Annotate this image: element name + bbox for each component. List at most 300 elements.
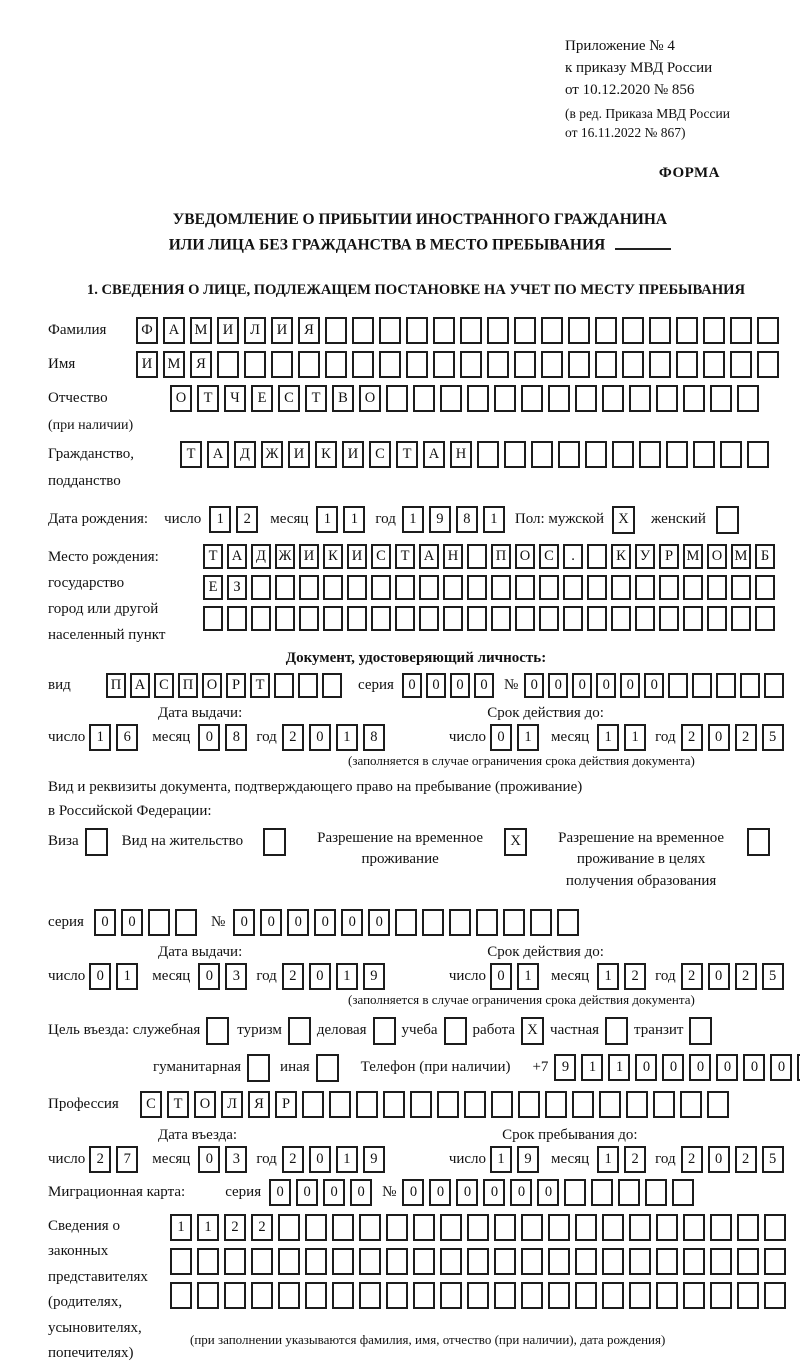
birthplace-char-box[interactable] xyxy=(587,575,607,600)
id-issue-month-box[interactable]: 8 xyxy=(225,724,247,751)
reps-char-box[interactable] xyxy=(251,1248,273,1275)
citizenship-char-box[interactable]: Т xyxy=(396,441,418,468)
male-checkbox[interactable]: X xyxy=(612,506,635,534)
name-char-box[interactable] xyxy=(298,351,320,378)
reps-char-box[interactable] xyxy=(224,1282,246,1309)
patronymic-char-box[interactable] xyxy=(548,385,570,412)
mig-series-box[interactable]: 0 xyxy=(323,1179,345,1206)
reps-char-box[interactable] xyxy=(710,1282,732,1309)
patronymic-char-box[interactable] xyxy=(683,385,705,412)
birthplace-char-box[interactable] xyxy=(755,575,775,600)
reps-char-box[interactable] xyxy=(656,1214,678,1241)
patronymic-char-box[interactable]: Е xyxy=(251,385,273,412)
stay-valid-month-box[interactable]: 1 xyxy=(597,963,619,990)
profession-char-box[interactable]: О xyxy=(194,1091,216,1118)
reps-char-box[interactable] xyxy=(764,1282,786,1309)
reps-char-box[interactable] xyxy=(548,1214,570,1241)
surname-char-box[interactable]: Я xyxy=(298,317,320,344)
id-issue-year-box[interactable]: 8 xyxy=(363,724,385,751)
birthplace-char-box[interactable] xyxy=(443,606,463,631)
id-type-char-box[interactable] xyxy=(322,673,342,698)
stay-until-year-box[interactable]: 2 xyxy=(681,1146,703,1173)
reps-char-box[interactable] xyxy=(467,1248,489,1275)
birthplace-char-box[interactable] xyxy=(275,575,295,600)
birthplace-char-box[interactable]: Т xyxy=(395,544,415,569)
stay-number-box[interactable] xyxy=(476,909,498,936)
birthplace-char-box[interactable] xyxy=(707,606,727,631)
reps-char-box[interactable] xyxy=(305,1282,327,1309)
stay-number-box[interactable] xyxy=(449,909,471,936)
birthplace-char-box[interactable]: Н xyxy=(443,544,463,569)
surname-char-box[interactable] xyxy=(352,317,374,344)
profession-char-box[interactable] xyxy=(572,1091,594,1118)
name-char-box[interactable] xyxy=(406,351,428,378)
patronymic-char-box[interactable] xyxy=(386,385,408,412)
citizenship-char-box[interactable] xyxy=(558,441,580,468)
reps-char-box[interactable] xyxy=(278,1214,300,1241)
reps-char-box[interactable] xyxy=(494,1214,516,1241)
entry-day-box[interactable]: 7 xyxy=(116,1146,138,1173)
birth-year-box[interactable]: 9 xyxy=(429,506,451,533)
surname-char-box[interactable] xyxy=(325,317,347,344)
reps-char-box[interactable] xyxy=(656,1248,678,1275)
phone-digit-box[interactable]: 0 xyxy=(689,1054,711,1081)
citizenship-char-box[interactable]: Н xyxy=(450,441,472,468)
stay-series-box[interactable] xyxy=(148,909,170,936)
stay-number-box[interactable]: 0 xyxy=(233,909,255,936)
citizenship-char-box[interactable] xyxy=(693,441,715,468)
stay-series-box[interactable]: 0 xyxy=(94,909,116,936)
reps-char-box[interactable] xyxy=(764,1214,786,1241)
reps-char-box[interactable] xyxy=(494,1248,516,1275)
name-char-box[interactable] xyxy=(487,351,509,378)
id-type-char-box[interactable]: Р xyxy=(226,673,246,698)
birthplace-char-box[interactable] xyxy=(203,606,223,631)
name-char-box[interactable] xyxy=(622,351,644,378)
stay-until-month-box[interactable]: 2 xyxy=(624,1146,646,1173)
surname-char-box[interactable] xyxy=(541,317,563,344)
name-char-box[interactable] xyxy=(568,351,590,378)
birthplace-char-box[interactable]: Р xyxy=(659,544,679,569)
stay-series-box[interactable]: 0 xyxy=(121,909,143,936)
reps-char-box[interactable] xyxy=(737,1282,759,1309)
name-char-box[interactable]: М xyxy=(163,351,185,378)
patronymic-char-box[interactable] xyxy=(440,385,462,412)
reps-char-box[interactable]: 1 xyxy=(170,1214,192,1241)
birthplace-char-box[interactable] xyxy=(419,606,439,631)
tourism-checkbox[interactable] xyxy=(288,1017,311,1045)
surname-char-box[interactable] xyxy=(514,317,536,344)
birthplace-char-box[interactable] xyxy=(467,544,487,569)
profession-char-box[interactable] xyxy=(491,1091,513,1118)
mig-number-box[interactable] xyxy=(564,1179,586,1206)
birthplace-char-box[interactable]: И xyxy=(347,544,367,569)
surname-char-box[interactable] xyxy=(730,317,752,344)
mig-number-box[interactable]: 0 xyxy=(402,1179,424,1206)
birthplace-char-box[interactable] xyxy=(299,606,319,631)
citizenship-char-box[interactable] xyxy=(747,441,769,468)
stay-valid-day-box[interactable]: 1 xyxy=(517,963,539,990)
residence-checkbox[interactable] xyxy=(263,828,286,856)
surname-char-box[interactable] xyxy=(487,317,509,344)
id-type-char-box[interactable]: Т xyxy=(250,673,270,698)
id-issue-month-box[interactable]: 0 xyxy=(198,724,220,751)
profession-char-box[interactable] xyxy=(680,1091,702,1118)
name-char-box[interactable] xyxy=(217,351,239,378)
reps-char-box[interactable] xyxy=(305,1248,327,1275)
name-char-box[interactable] xyxy=(730,351,752,378)
id-number-box[interactable] xyxy=(716,673,736,698)
stay-valid-year-box[interactable]: 2 xyxy=(735,963,757,990)
birthplace-char-box[interactable] xyxy=(395,575,415,600)
citizenship-char-box[interactable]: К xyxy=(315,441,337,468)
reps-char-box[interactable] xyxy=(440,1282,462,1309)
stay-issue-year-box[interactable]: 0 xyxy=(309,963,331,990)
stay-series-box[interactable] xyxy=(175,909,197,936)
birthplace-char-box[interactable]: . xyxy=(563,544,583,569)
birthplace-char-box[interactable] xyxy=(251,575,271,600)
surname-char-box[interactable] xyxy=(703,317,725,344)
surname-char-box[interactable] xyxy=(379,317,401,344)
birthplace-char-box[interactable] xyxy=(563,606,583,631)
birthplace-char-box[interactable]: К xyxy=(323,544,343,569)
citizenship-char-box[interactable] xyxy=(531,441,553,468)
surname-char-box[interactable] xyxy=(568,317,590,344)
birthplace-char-box[interactable]: И xyxy=(299,544,319,569)
surname-char-box[interactable] xyxy=(757,317,779,344)
reps-char-box[interactable] xyxy=(386,1248,408,1275)
birthplace-char-box[interactable]: Т xyxy=(203,544,223,569)
stay-valid-year-box[interactable]: 2 xyxy=(681,963,703,990)
birthplace-char-box[interactable] xyxy=(491,575,511,600)
name-char-box[interactable]: Я xyxy=(190,351,212,378)
id-valid-year-box[interactable]: 2 xyxy=(681,724,703,751)
rvp-checkbox[interactable]: X xyxy=(504,828,527,856)
id-number-box[interactable] xyxy=(740,673,760,698)
id-issue-day-box[interactable]: 1 xyxy=(89,724,111,751)
birthplace-char-box[interactable]: Б xyxy=(755,544,775,569)
citizenship-char-box[interactable]: И xyxy=(288,441,310,468)
phone-digit-box[interactable]: 0 xyxy=(743,1054,765,1081)
reps-char-box[interactable] xyxy=(629,1214,651,1241)
work-checkbox[interactable]: X xyxy=(521,1017,544,1045)
birthplace-char-box[interactable]: Д xyxy=(251,544,271,569)
name-char-box[interactable] xyxy=(676,351,698,378)
stay-until-year-box[interactable]: 5 xyxy=(762,1146,784,1173)
reps-char-box[interactable] xyxy=(332,1282,354,1309)
reps-char-box[interactable] xyxy=(359,1282,381,1309)
birthplace-char-box[interactable] xyxy=(299,575,319,600)
name-char-box[interactable] xyxy=(757,351,779,378)
mig-number-box[interactable]: 0 xyxy=(537,1179,559,1206)
id-valid-year-box[interactable]: 2 xyxy=(735,724,757,751)
reps-char-box[interactable] xyxy=(386,1214,408,1241)
patronymic-char-box[interactable]: С xyxy=(278,385,300,412)
name-char-box[interactable]: И xyxy=(136,351,158,378)
birthplace-char-box[interactable] xyxy=(539,606,559,631)
surname-char-box[interactable]: М xyxy=(190,317,212,344)
birthplace-char-box[interactable]: А xyxy=(419,544,439,569)
surname-char-box[interactable]: А xyxy=(163,317,185,344)
female-checkbox[interactable] xyxy=(716,506,739,534)
birthplace-char-box[interactable] xyxy=(539,575,559,600)
profession-char-box[interactable] xyxy=(383,1091,405,1118)
transit-checkbox[interactable] xyxy=(689,1017,712,1045)
profession-char-box[interactable] xyxy=(356,1091,378,1118)
birthplace-char-box[interactable] xyxy=(635,575,655,600)
patronymic-char-box[interactable] xyxy=(575,385,597,412)
citizenship-char-box[interactable]: А xyxy=(423,441,445,468)
mig-number-box[interactable] xyxy=(672,1179,694,1206)
reps-char-box[interactable] xyxy=(737,1214,759,1241)
other-checkbox[interactable] xyxy=(316,1054,339,1082)
study-checkbox[interactable] xyxy=(444,1017,467,1045)
patronymic-char-box[interactable] xyxy=(656,385,678,412)
reps-char-box[interactable] xyxy=(467,1282,489,1309)
id-issue-year-box[interactable]: 0 xyxy=(309,724,331,751)
birthplace-char-box[interactable] xyxy=(635,606,655,631)
patronymic-char-box[interactable] xyxy=(494,385,516,412)
reps-char-box[interactable] xyxy=(521,1282,543,1309)
id-series-box[interactable]: 0 xyxy=(402,673,422,698)
birth-year-box[interactable]: 8 xyxy=(456,506,478,533)
stay-number-box[interactable]: 0 xyxy=(287,909,309,936)
patronymic-char-box[interactable]: Ч xyxy=(224,385,246,412)
entry-month-box[interactable]: 0 xyxy=(198,1146,220,1173)
surname-char-box[interactable] xyxy=(433,317,455,344)
birthplace-char-box[interactable] xyxy=(659,575,679,600)
citizenship-char-box[interactable]: С xyxy=(369,441,391,468)
birthplace-char-box[interactable] xyxy=(395,606,415,631)
birthplace-char-box[interactable] xyxy=(755,606,775,631)
phone-digit-box[interactable]: 0 xyxy=(635,1054,657,1081)
stay-valid-year-box[interactable]: 5 xyxy=(762,963,784,990)
stay-issue-day-box[interactable]: 1 xyxy=(116,963,138,990)
id-number-box[interactable]: 0 xyxy=(644,673,664,698)
birthplace-char-box[interactable] xyxy=(467,575,487,600)
phone-digit-box[interactable]: 1 xyxy=(581,1054,603,1081)
id-number-box[interactable]: 0 xyxy=(524,673,544,698)
profession-char-box[interactable] xyxy=(626,1091,648,1118)
id-type-char-box[interactable]: С xyxy=(154,673,174,698)
id-number-box[interactable]: 0 xyxy=(548,673,568,698)
mig-series-box[interactable]: 0 xyxy=(350,1179,372,1206)
name-char-box[interactable] xyxy=(352,351,374,378)
stay-until-year-box[interactable]: 0 xyxy=(708,1146,730,1173)
entry-year-box[interactable]: 2 xyxy=(282,1146,304,1173)
birthplace-char-box[interactable] xyxy=(323,575,343,600)
private-checkbox[interactable] xyxy=(605,1017,628,1045)
stay-number-box[interactable] xyxy=(395,909,417,936)
surname-char-box[interactable] xyxy=(595,317,617,344)
mig-number-box[interactable] xyxy=(591,1179,613,1206)
entry-year-box[interactable]: 1 xyxy=(336,1146,358,1173)
profession-char-box[interactable] xyxy=(518,1091,540,1118)
birthplace-char-box[interactable]: М xyxy=(683,544,703,569)
mig-number-box[interactable]: 0 xyxy=(483,1179,505,1206)
patronymic-char-box[interactable] xyxy=(413,385,435,412)
name-char-box[interactable] xyxy=(703,351,725,378)
patronymic-char-box[interactable] xyxy=(629,385,651,412)
stay-number-box[interactable] xyxy=(557,909,579,936)
profession-char-box[interactable] xyxy=(599,1091,621,1118)
name-char-box[interactable] xyxy=(271,351,293,378)
name-char-box[interactable] xyxy=(595,351,617,378)
id-series-box[interactable]: 0 xyxy=(474,673,494,698)
id-number-box[interactable] xyxy=(668,673,688,698)
birth-day-box[interactable]: 1 xyxy=(209,506,231,533)
reps-char-box[interactable]: 2 xyxy=(224,1214,246,1241)
name-char-box[interactable] xyxy=(244,351,266,378)
profession-char-box[interactable] xyxy=(653,1091,675,1118)
reps-char-box[interactable] xyxy=(332,1248,354,1275)
entry-month-box[interactable]: 3 xyxy=(225,1146,247,1173)
birthplace-char-box[interactable] xyxy=(683,575,703,600)
birthplace-char-box[interactable] xyxy=(731,575,751,600)
reps-char-box[interactable] xyxy=(575,1282,597,1309)
surname-char-box[interactable]: И xyxy=(217,317,239,344)
reps-char-box[interactable] xyxy=(467,1214,489,1241)
id-issue-year-box[interactable]: 1 xyxy=(336,724,358,751)
id-number-box[interactable]: 0 xyxy=(620,673,640,698)
reps-char-box[interactable] xyxy=(359,1214,381,1241)
stay-valid-month-box[interactable]: 2 xyxy=(624,963,646,990)
rvp-edu-checkbox[interactable] xyxy=(747,828,770,856)
reps-char-box[interactable] xyxy=(575,1214,597,1241)
reps-char-box[interactable] xyxy=(575,1248,597,1275)
reps-char-box[interactable] xyxy=(197,1282,219,1309)
birthplace-char-box[interactable] xyxy=(491,606,511,631)
birth-month-box[interactable]: 1 xyxy=(343,506,365,533)
stay-issue-day-box[interactable]: 0 xyxy=(89,963,111,990)
citizenship-char-box[interactable]: А xyxy=(207,441,229,468)
reps-char-box[interactable] xyxy=(170,1282,192,1309)
patronymic-char-box[interactable] xyxy=(467,385,489,412)
phone-digit-box[interactable]: 0 xyxy=(770,1054,792,1081)
surname-char-box[interactable] xyxy=(406,317,428,344)
birth-day-box[interactable]: 2 xyxy=(236,506,258,533)
birthplace-char-box[interactable]: Е xyxy=(203,575,223,600)
id-valid-day-box[interactable]: 1 xyxy=(517,724,539,751)
reps-char-box[interactable] xyxy=(305,1214,327,1241)
profession-char-box[interactable] xyxy=(302,1091,324,1118)
patronymic-char-box[interactable]: О xyxy=(359,385,381,412)
profession-char-box[interactable] xyxy=(464,1091,486,1118)
birthplace-char-box[interactable]: П xyxy=(491,544,511,569)
birthplace-char-box[interactable] xyxy=(731,606,751,631)
reps-char-box[interactable]: 1 xyxy=(197,1214,219,1241)
birthplace-char-box[interactable] xyxy=(587,544,607,569)
stay-issue-month-box[interactable]: 0 xyxy=(198,963,220,990)
reps-char-box[interactable] xyxy=(629,1248,651,1275)
reps-char-box[interactable] xyxy=(278,1248,300,1275)
id-number-box[interactable] xyxy=(764,673,784,698)
visa-checkbox[interactable] xyxy=(85,828,108,856)
id-valid-year-box[interactable]: 5 xyxy=(762,724,784,751)
citizenship-char-box[interactable] xyxy=(585,441,607,468)
birth-year-box[interactable]: 1 xyxy=(483,506,505,533)
stay-number-box[interactable] xyxy=(422,909,444,936)
birthplace-char-box[interactable] xyxy=(515,606,535,631)
birthplace-char-box[interactable] xyxy=(275,606,295,631)
id-type-char-box[interactable] xyxy=(298,673,318,698)
profession-char-box[interactable]: С xyxy=(140,1091,162,1118)
stay-valid-day-box[interactable]: 0 xyxy=(490,963,512,990)
birthplace-char-box[interactable] xyxy=(587,606,607,631)
stay-until-year-box[interactable]: 2 xyxy=(735,1146,757,1173)
citizenship-char-box[interactable]: И xyxy=(342,441,364,468)
reps-char-box[interactable] xyxy=(224,1248,246,1275)
reps-char-box[interactable] xyxy=(737,1248,759,1275)
reps-char-box[interactable] xyxy=(548,1282,570,1309)
mig-series-box[interactable]: 0 xyxy=(296,1179,318,1206)
stay-issue-year-box[interactable]: 1 xyxy=(336,963,358,990)
mig-number-box[interactable]: 0 xyxy=(510,1179,532,1206)
stay-number-box[interactable] xyxy=(503,909,525,936)
birthplace-char-box[interactable]: А xyxy=(227,544,247,569)
name-char-box[interactable] xyxy=(514,351,536,378)
id-series-box[interactable]: 0 xyxy=(426,673,446,698)
humanitarian-checkbox[interactable] xyxy=(247,1054,270,1082)
reps-char-box[interactable] xyxy=(494,1282,516,1309)
birthplace-char-box[interactable] xyxy=(323,606,343,631)
stay-number-box[interactable]: 0 xyxy=(314,909,336,936)
reps-char-box[interactable] xyxy=(629,1282,651,1309)
citizenship-char-box[interactable] xyxy=(612,441,634,468)
reps-char-box[interactable] xyxy=(386,1282,408,1309)
birthplace-char-box[interactable] xyxy=(443,575,463,600)
id-number-box[interactable]: 0 xyxy=(572,673,592,698)
birthplace-char-box[interactable]: М xyxy=(731,544,751,569)
stay-until-day-box[interactable]: 9 xyxy=(517,1146,539,1173)
profession-char-box[interactable] xyxy=(545,1091,567,1118)
birthplace-char-box[interactable] xyxy=(227,606,247,631)
id-valid-month-box[interactable]: 1 xyxy=(597,724,619,751)
stay-until-month-box[interactable]: 1 xyxy=(597,1146,619,1173)
business-checkbox[interactable] xyxy=(206,1017,229,1045)
profession-char-box[interactable]: Я xyxy=(248,1091,270,1118)
birthplace-char-box[interactable]: Ж xyxy=(275,544,295,569)
citizenship-char-box[interactable]: Д xyxy=(234,441,256,468)
reps-char-box[interactable] xyxy=(440,1214,462,1241)
reps-char-box[interactable] xyxy=(197,1248,219,1275)
reps-char-box[interactable]: 2 xyxy=(251,1214,273,1241)
citizenship-char-box[interactable] xyxy=(666,441,688,468)
mig-number-box[interactable] xyxy=(645,1179,667,1206)
patronymic-char-box[interactable]: Т xyxy=(197,385,219,412)
stay-number-box[interactable] xyxy=(530,909,552,936)
surname-char-box[interactable] xyxy=(676,317,698,344)
id-number-box[interactable] xyxy=(692,673,712,698)
reps-char-box[interactable] xyxy=(602,1248,624,1275)
birthplace-char-box[interactable] xyxy=(419,575,439,600)
mig-number-box[interactable]: 0 xyxy=(456,1179,478,1206)
citizenship-char-box[interactable] xyxy=(504,441,526,468)
birthplace-char-box[interactable] xyxy=(683,606,703,631)
surname-char-box[interactable]: Ф xyxy=(136,317,158,344)
reps-char-box[interactable] xyxy=(413,1282,435,1309)
entry-year-box[interactable]: 0 xyxy=(309,1146,331,1173)
reps-char-box[interactable] xyxy=(548,1248,570,1275)
stay-issue-year-box[interactable]: 2 xyxy=(282,963,304,990)
stay-number-box[interactable]: 0 xyxy=(341,909,363,936)
stay-valid-year-box[interactable]: 0 xyxy=(708,963,730,990)
name-char-box[interactable] xyxy=(433,351,455,378)
birthplace-char-box[interactable] xyxy=(371,606,391,631)
mig-number-box[interactable] xyxy=(618,1179,640,1206)
patronymic-char-box[interactable] xyxy=(737,385,759,412)
id-type-char-box[interactable] xyxy=(274,673,294,698)
